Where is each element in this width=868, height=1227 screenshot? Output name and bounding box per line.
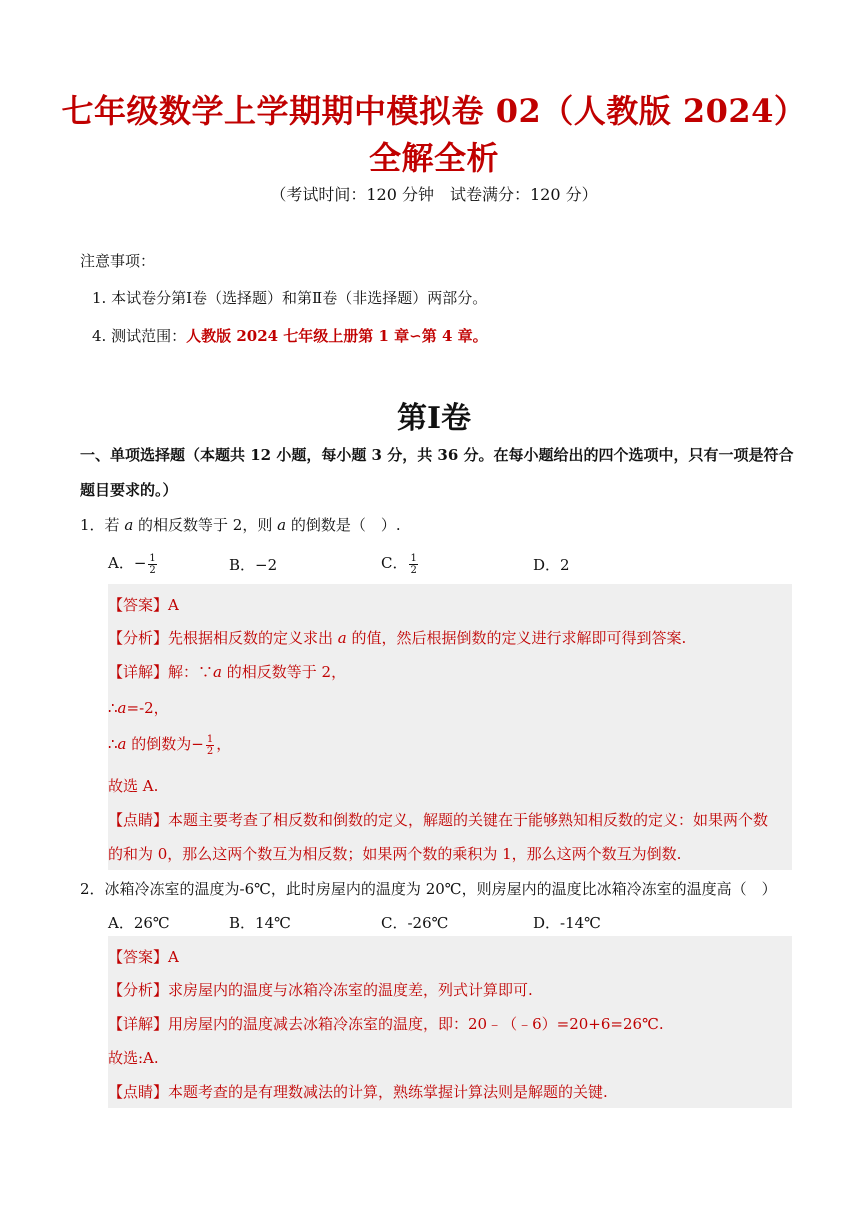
q1-analysis-pre: 先根据相反数的定义求出 bbox=[168, 629, 338, 647]
exam-info: （考试时间：120 分钟 试卷满分：120 分） bbox=[270, 185, 598, 204]
q1-analysis-tag: 【分析】 bbox=[108, 629, 169, 647]
q1-step-2 bbox=[108, 733, 231, 757]
q1-option-a bbox=[108, 552, 159, 576]
q2-option-a: A．26℃ bbox=[108, 914, 170, 932]
q1-step-2-var: a bbox=[117, 735, 127, 753]
notes-item-4-number: 4. bbox=[92, 327, 107, 345]
q1-var-a-2: a bbox=[277, 516, 287, 534]
q1-comment-line2: 的和为 0，那么这两个数互为相反数；如果两个数的乘积为 1，那么这两个数互为倒数. bbox=[108, 845, 682, 863]
q2-option-d: D．-14℃ bbox=[533, 914, 601, 932]
q1-analysis bbox=[108, 627, 686, 648]
fraction-denominator: 2 bbox=[206, 745, 214, 757]
q1-option-c bbox=[381, 552, 420, 576]
q1-analysis-var: a bbox=[337, 629, 347, 647]
q1-option-d-label: D． bbox=[533, 556, 561, 574]
q2-comment bbox=[108, 1081, 608, 1102]
q1-choose: 故选 A. bbox=[108, 777, 159, 795]
fraction-denominator: 2 bbox=[149, 564, 156, 576]
notes-item-4-label: 测试范围： bbox=[111, 327, 187, 345]
q1-step-1-pre: ∴ bbox=[108, 699, 118, 717]
q2-detail-text: 用房屋内的温度减去冰箱冷冻室的温度，即：20﹣（﹣6）=20+6=26℃. bbox=[168, 1015, 664, 1033]
q1-option-a-fraction bbox=[148, 553, 156, 576]
q1-comment-line1 bbox=[108, 809, 768, 830]
fraction-numerator: 1 bbox=[410, 552, 417, 564]
q1-detail-var: a bbox=[213, 663, 222, 681]
q1-stem-mid: 的相反数等于 2，则 bbox=[133, 516, 278, 534]
q1-comment-text-1: 本题主要考查了相反数和倒数的定义，解题的关键在于能够熟知相反数的定义：如果两个数 bbox=[168, 811, 769, 829]
notes-item-4 bbox=[92, 325, 488, 346]
q1-detail-post: 的相反数等于 2， bbox=[221, 663, 347, 681]
q1-detail-tag: 【详解】 bbox=[108, 663, 169, 681]
q2-detail-tag: 【详解】 bbox=[108, 1015, 169, 1033]
q1-answer: 【答案】A bbox=[108, 596, 179, 614]
q1-step-2-mid: 的倒数为 bbox=[126, 735, 192, 753]
fraction-denominator: 2 bbox=[410, 564, 417, 576]
q1-option-a-label: A． bbox=[108, 554, 134, 572]
q1-comment-tag: 【点睛】 bbox=[108, 811, 169, 829]
q1-stem-post: 的倒数是（ ）. bbox=[286, 516, 401, 534]
q2-comment-tag: 【点睛】 bbox=[108, 1083, 169, 1101]
q1-step-2-post: ， bbox=[216, 735, 232, 753]
q2-option-b: B．14℃ bbox=[229, 914, 291, 932]
notes-item-4-scope: 人教版 2024 七年级上册第 1 章∽第 4 章。 bbox=[186, 327, 488, 345]
q1-option-d-value: 2 bbox=[560, 556, 570, 574]
page-title-line2: 全解全析 bbox=[368, 139, 499, 177]
q1-detail-pre: 解：∵ bbox=[168, 663, 214, 681]
q1-var-a: a bbox=[124, 516, 134, 534]
q2-option-c: C．-26℃ bbox=[381, 914, 449, 932]
section-instructions-line1: 一、单项选择题（本题共 12 小题，每小题 3 分，共 36 分。在每小题给出的四个选项中，只有一项是符合 bbox=[80, 446, 794, 464]
notes-item-1-number: 1. bbox=[92, 289, 107, 307]
q1-option-c-label: C． bbox=[381, 554, 408, 572]
q1-option-c-fraction bbox=[409, 553, 417, 576]
q1-option-b bbox=[229, 554, 277, 575]
q2-analysis-text: 求房屋内的温度与冰箱冷冻室的温度差，列式计算即可. bbox=[168, 981, 533, 999]
section-instructions-line2: 题目要求的。） bbox=[80, 481, 178, 499]
q1-option-b-value: −2 bbox=[255, 556, 278, 574]
fraction-numerator: 1 bbox=[149, 552, 156, 564]
q2-detail bbox=[108, 1013, 664, 1034]
q2-comment-text: 本题考查的是有理数减法的计算，熟练掌握计算法则是解题的关键. bbox=[168, 1083, 608, 1101]
notes-item-1 bbox=[92, 287, 487, 308]
q2-stem: 2．冰箱冷冻室的温度为-6℃，此时房屋内的温度为 20℃，则房屋内的温度比冰箱冷冻室的温度高（ ） bbox=[80, 880, 777, 898]
q1-step-1-post: =-2， bbox=[126, 699, 169, 717]
q1-detail bbox=[108, 661, 346, 682]
q1-stem-pre: 1．若 bbox=[80, 516, 125, 534]
fraction-numerator: 1 bbox=[206, 733, 214, 745]
q1-step-1 bbox=[108, 697, 169, 718]
q1-step-2-pre: ∴ bbox=[108, 735, 118, 753]
q2-analysis-tag: 【分析】 bbox=[108, 981, 169, 999]
q1-analysis-post: 的值，然后根据倒数的定义进行求解即可得到答案. bbox=[346, 629, 687, 647]
q1-option-b-label: B． bbox=[229, 556, 256, 574]
q1-stem bbox=[80, 514, 401, 535]
notes-item-1-text: 本试卷分第Ⅰ卷（选择题）和第Ⅱ卷（非选择题）两部分。 bbox=[111, 289, 488, 307]
q2-choose: 故选:A. bbox=[108, 1049, 159, 1067]
q1-step-2-sign: − bbox=[191, 735, 204, 753]
page-title-line1: 七年级数学上学期期中模拟卷 02（人教版 2024） bbox=[61, 92, 807, 130]
q1-step-1-var: a bbox=[117, 699, 127, 717]
q2-answer: 【答案】A bbox=[108, 948, 179, 966]
notes-heading: 注意事项： bbox=[80, 252, 156, 270]
q2-analysis bbox=[108, 979, 533, 1000]
q1-step-2-fraction bbox=[206, 734, 214, 757]
q1-option-d bbox=[533, 554, 570, 575]
q1-option-a-sign: − bbox=[133, 554, 147, 572]
section-title: 第Ⅰ卷 bbox=[396, 401, 472, 436]
